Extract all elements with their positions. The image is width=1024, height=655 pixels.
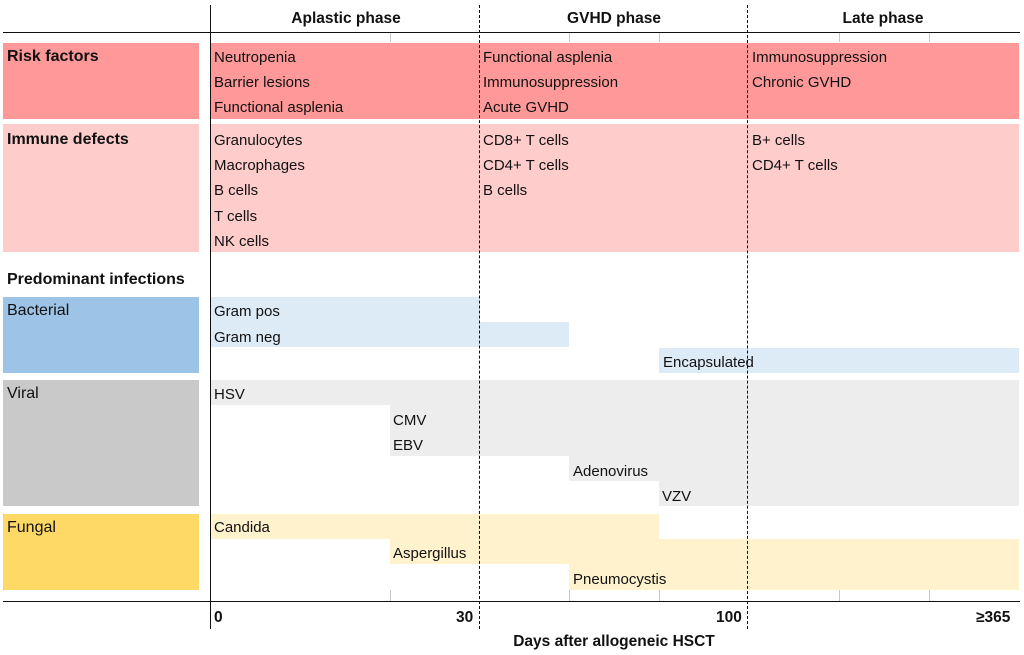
risk-factors-label: Risk factors [7,48,99,65]
risk-gvhd-item: Functional asplenia [483,49,613,66]
immune-aplastic-item: B cells [214,182,259,199]
immune-aplastic-item: NK cells [214,233,270,250]
immune-aplastic-item: Macrophages [214,157,305,174]
immune-gvhd-item: B cells [483,182,528,199]
axis-left-line [210,5,211,629]
risk-gvhd-item: Immunosuppression [483,74,619,91]
grid-tick [839,33,840,42]
risk-aplastic-item: Functional asplenia [214,99,344,116]
bacterial-item-gram-pos: Gram pos [214,303,280,320]
candida-band [210,514,659,539]
axis-label: Days after allogeneic HSCT [513,633,715,650]
risk-late-item: Immunosuppression [752,49,888,66]
fungal-label: Fungal [7,519,56,536]
viral-item-vzv: VZV [662,488,692,505]
grid-tick [569,590,570,601]
risk-late-item: Chronic GVHD [752,74,852,91]
grid-tick [929,33,930,42]
cmv-ebv-band [390,405,1019,456]
fungal-item-pneumocystis: Pneumocystis [573,571,667,588]
axis-tick-365: ≥365 [976,609,1011,626]
phase-divider-30 [479,5,480,629]
grid-tick [569,33,570,42]
phase-header-gvhd: GVHD phase [567,10,661,27]
viral-item-adenovirus: Adenovirus [573,463,649,480]
axis-tick-100: 100 [716,609,742,626]
immune-late-item: B+ cells [752,132,805,149]
axis-tick-30: 30 [456,609,474,626]
risk-aplastic-item: Barrier lesions [214,74,310,91]
immune-defects-bar [210,124,1019,252]
bottom-rule [3,601,1020,602]
immune-defects-label: Immune defects [7,131,129,148]
immune-aplastic-item: Granulocytes [214,132,303,149]
bacterial-item-gram-neg: Gram neg [214,329,281,346]
viral-label: Viral [7,385,39,402]
bacterial-label: Bacterial [7,302,70,319]
predominant-infections-heading: Predominant infections [7,271,185,288]
top-rule [3,32,1020,33]
phase-header-late: Late phase [842,10,924,27]
grid-tick [390,33,391,42]
immune-gvhd-item: CD8+ T cells [483,132,569,149]
viral-item-hsv: HSV [214,386,245,403]
grid-tick [929,590,930,601]
fungal-item-candida: Candida [214,519,270,536]
hsv-band [210,380,1019,405]
grid-tick [390,590,391,601]
grid-tick [659,33,660,42]
viral-item-ebv: EBV [393,437,424,454]
vzv-band [659,481,1019,506]
fungal-item-aspergillus: Aspergillus [393,545,467,562]
immune-late-item: CD4+ T cells [752,157,838,174]
risk-aplastic-item: Neutropenia [214,49,296,66]
axis-tick-0: 0 [214,609,223,626]
phase-header-aplastic: Aplastic phase [291,10,401,27]
aspergillus-band [390,539,1019,564]
bacterial-item-encapsulated: Encapsulated [663,354,754,371]
grid-tick [839,590,840,601]
immune-gvhd-item: CD4+ T cells [483,157,569,174]
risk-gvhd-item: Acute GVHD [483,99,569,116]
viral-item-cmv: CMV [393,412,427,429]
phase-divider-100 [747,5,748,629]
grid-tick [659,590,660,601]
immune-aplastic-item: T cells [214,208,258,225]
